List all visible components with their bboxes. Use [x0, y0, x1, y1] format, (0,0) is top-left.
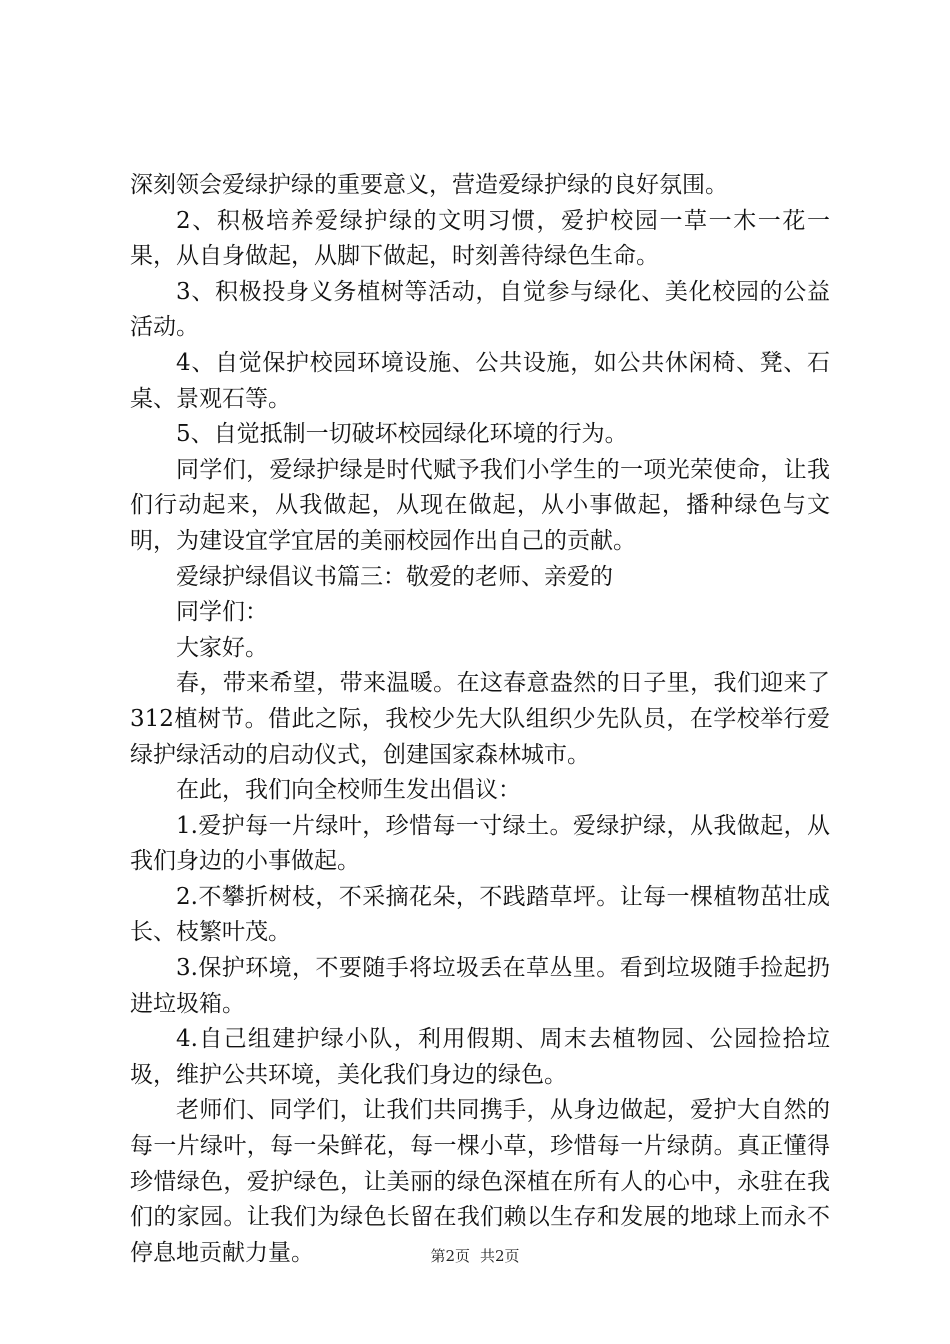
list-item: 3.保护环境，不要随手将垃圾丢在草丛里。看到垃圾随手捡起扔进垃圾箱。 — [130, 955, 830, 1017]
paragraph: 老师们、同学们，让我们共同携手，从身边做起，爱护大自然的每一片绿叶，每一朵鲜花，每一棵小草，珍惜每一片绿荫。真正懂得珍惜绿色，爱护绿色，让美丽的绿色深植在所有人的心中，永驻在我们的家园。让我们为绿色长留在我们赖以生存和发展的地球上而永不停息地贡献力量。 — [130, 1097, 830, 1266]
list-item: 2.不攀折树枝，不采摘花朵，不践踏草坪。让每一棵植物茁壮成长、枝繁叶茂。 — [130, 883, 830, 946]
paragraph: 同学们，爱绿护绿是时代赋予我们小学生的一项光荣使命，让我们行动起来，从我做起，从现在做起，从小事做起，播种绿色与文明，为建设宜学宜居的美丽校园作出自己的贡献。 — [130, 456, 830, 554]
list-item: 4.自己组建护绿小队，利用假期、周末去植物园、公园捡拾垃圾，维护公共环境，美化我们身边的绿色。 — [130, 1026, 830, 1088]
page-total: 共2页 — [480, 1247, 520, 1265]
paragraph: 深刻领会爱绿护绿的重要意义，营造爱绿护绿的良好氛围。 — [130, 172, 728, 198]
paragraph: 3、积极投身义务植树等活动，自觉参与绿化、美化校园的公益活动。 — [130, 278, 830, 341]
paragraph: 5、自觉抵制一切破坏校园绿化环境的行为。 — [176, 421, 628, 448]
section-heading: 爱绿护绿倡议书篇三：敬爱的老师、亲爱的 — [176, 563, 613, 590]
paragraph: 在此，我们向全校师生发出倡议： — [176, 777, 521, 804]
page-footer — [0, 1245, 950, 1266]
paragraph: 2、积极培养爱绿护绿的文明习惯，爱护校园一草一木一花一果，从自身做起，从脚下做起，时刻善待绿色生命。 — [130, 207, 830, 270]
list-item: 1.爱护每一片绿叶，珍惜每一寸绿土。爱绿护绿，从我做起，从我们身边的小事做起。 — [130, 812, 830, 875]
document-body — [130, 168, 830, 1271]
paragraph: 春，带来希望，带来温暖。在这春意盎然的日子里，我们迎来了312植树节。借此之际，我校少先大队组织少先队员，在学校举行爱绿护绿活动的启动仪式，创建国家森林城市。 — [130, 670, 830, 768]
page-number: 第2页 — [430, 1247, 470, 1265]
greeting: 大家好。 — [176, 634, 268, 661]
paragraph: 4、自觉保护校园环境设施、公共设施，如公共休闲椅、凳、石桌、景观石等。 — [130, 349, 830, 412]
salutation: 同学们： — [176, 599, 268, 626]
